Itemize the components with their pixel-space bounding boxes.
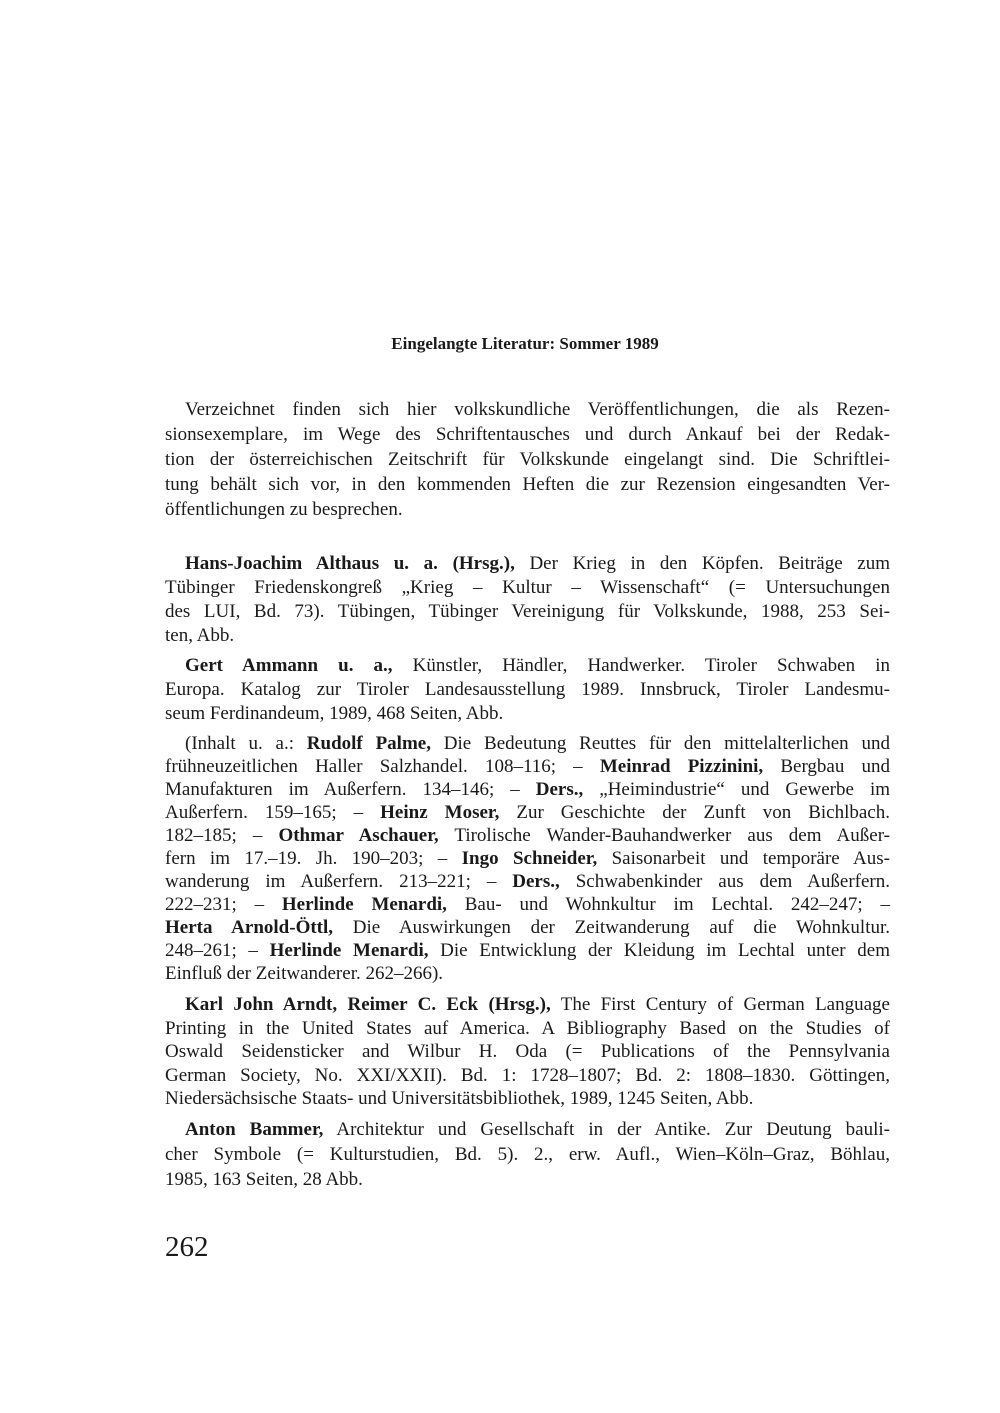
text-segment: Verzeichnet finden sich hier volkskundliche Veröffentlichungen, die als Rezen- (185, 399, 890, 420)
text-line (165, 472, 890, 497)
text-segment: ten, Abb. (165, 625, 235, 646)
author-name: Anton Bammer, (185, 1118, 324, 1140)
text-segment: Tirolische Wander-Bauhandwerker aus dem Außer- (438, 825, 890, 846)
text-line (165, 497, 890, 522)
text-line (165, 993, 890, 1017)
text-segment: Bergbau und (763, 756, 891, 777)
text-segment: tion der österreichischen Zeitschrift für Volkskunde eingelangt sind. Die Schriftlei- (165, 449, 890, 470)
text-segment: cher Symbole (= Kulturstudien, Bd. 5). 2., erw. Aufl., Wien–Köln–Graz, Böhlau, (165, 1143, 890, 1165)
author-name: Rudolf Palme, (306, 733, 431, 754)
text-segment: Bau- und Wohnkultur im Lechtal. 242–247; – (446, 894, 891, 915)
text-segment: „Heimindustrie“ und Gewerbe im (583, 779, 890, 800)
text-segment: Architektur und Gesellschaft in der Antike. Zur Deutung bauli- (323, 1118, 890, 1140)
author-name: Ingo Schneider, (461, 848, 598, 869)
author-name: Herlinde Menardi, (269, 940, 429, 961)
text-line (165, 1117, 890, 1142)
text-segment: Außerfern. 159–165; – (165, 802, 381, 823)
entry-contents (165, 732, 890, 985)
text-line (165, 702, 890, 726)
intro-paragraph (165, 397, 890, 522)
text-line (165, 576, 890, 600)
text-segment: seum Ferdinandeum, 1989, 468 Seiten, Abb. (165, 703, 504, 724)
text-segment: 222–231; – (165, 894, 282, 915)
author-name: Hans-Joachim Althaus u. a. (Hrsg.), (185, 553, 515, 574)
text-line (165, 1142, 890, 1167)
entry-arndt (165, 993, 890, 1111)
text-segment: wanderung im Außerfern. 213–221; – (165, 871, 513, 892)
text-line (165, 824, 890, 847)
text-segment: des LUI, Bd. 73). Tübingen, Tübinger Vereinigung für Volkskunde, 1988, 253 Sei- (165, 601, 890, 622)
text-segment: Europa. Katalog zur Tiroler Landesausstellung 1989. Innsbruck, Tiroler Landesmu- (165, 679, 890, 700)
text-line (165, 755, 890, 778)
author-name: Herlinde Menardi, (281, 894, 447, 915)
text-line (165, 1167, 890, 1192)
text-segment: 182–185; – (165, 825, 279, 846)
text-segment: sionsexemplare, im Wege des Schriftentausches und durch Ankauf bei der Redak- (165, 424, 890, 445)
text-segment: Niedersächsische Staats- und Universitätsbibliothek, 1989, 1245 Seiten, Abb. (165, 1088, 754, 1109)
author-name: Herta Arnold-Öttl, (165, 917, 334, 938)
text-line (165, 962, 890, 985)
text-line (165, 893, 890, 916)
text-segment: (Inhalt u. a.: (185, 733, 307, 754)
text-segment: The First Century of German Language (550, 994, 890, 1015)
text-segment: Künstler, Händler, Handwerker. Tiroler Schwaben in (392, 655, 890, 676)
text-segment: Die Entwicklung der Kleidung im Lechtal unter dem (428, 940, 890, 961)
text-line (165, 778, 890, 801)
text-segment: Tübinger Friedenskongreß „Krieg – Kultur – Wissenschaft“ (= Untersuchungen (165, 577, 890, 598)
text-line (165, 1017, 890, 1041)
text-segment: Der Krieg in den Köpfen. Beiträge zum (514, 553, 890, 574)
text-segment: Zur Geschichte der Zunft von Bichlbach. (499, 802, 890, 823)
author-name: Meinrad Pizzinini, (599, 756, 764, 777)
bibliography-entries (165, 397, 890, 1192)
text-line (165, 678, 890, 702)
text-segment: fern im 17.–19. Jh. 190–203; – (165, 848, 462, 869)
author-name: Heinz Moser, (380, 802, 500, 823)
text-line (165, 870, 890, 893)
text-line (165, 916, 890, 939)
entry-althaus (165, 552, 890, 648)
text-line (165, 1064, 890, 1088)
text-segment: Die Bedeutung Reuttes für den mittelalterlichen und (430, 733, 890, 754)
text-line (165, 397, 890, 422)
text-line (165, 847, 890, 870)
author-name: Ders., (535, 779, 584, 800)
text-line (165, 1040, 890, 1064)
text-segment: 1985, 163 Seiten, 28 Abb. (165, 1168, 363, 1190)
text-line (165, 447, 890, 472)
author-name: Othmar Aschauer, (278, 825, 439, 846)
text-segment: Die Auswirkungen der Zeitwanderung auf die Wohnkultur. (333, 917, 890, 938)
author-name: Gert Ammann u. a., (185, 655, 393, 676)
text-line (165, 654, 890, 678)
text-segment: Einfluß der Zeitwanderer. 262–266). (165, 963, 444, 984)
text-line (165, 801, 890, 824)
text-line (165, 600, 890, 624)
text-segment: Saisonarbeit und temporäre Aus- (597, 848, 890, 869)
text-line (165, 1087, 890, 1111)
text-line (165, 422, 890, 447)
text-line (165, 552, 890, 576)
document-body (165, 397, 890, 1264)
page-number: 262 (165, 1230, 209, 1263)
text-segment: Printing in the United States auf America. A Bibliography Based on the Studies of (165, 1017, 890, 1039)
text-segment: Manufakturen im Außerfern. 134–146; – (165, 779, 536, 800)
author-name: Ders., (512, 871, 560, 892)
text-line (165, 939, 890, 962)
entry-bammer (165, 1117, 890, 1192)
text-segment: 248–261; – (165, 940, 270, 961)
text-segment: Schwabenkinder aus dem Außerfern. (559, 871, 891, 892)
text-line (165, 624, 890, 648)
text-segment: German Society, No. XXI/XXII). Bd. 1: 1728–1807; Bd. 2: 1808–1830. Göttingen, (165, 1064, 890, 1086)
text-segment: tung behält sich vor, in den kommenden Heften die zur Rezension eingesandten Ver- (165, 474, 890, 495)
text-line (165, 732, 890, 755)
page-title: Eingelangte Literatur: Sommer 1989 (391, 334, 659, 353)
text-segment: öffentlichungen zu besprechen. (165, 499, 403, 520)
author-name: Karl John Arndt, Reimer C. Eck (Hrsg.), (185, 994, 551, 1015)
text-segment: frühneuzeitlichen Haller Salzhandel. 108–116; – (165, 756, 600, 777)
entry-ammann (165, 654, 890, 726)
text-segment: Oswald Seidensticker and Wilbur H. Oda (= Publications of the Pennsylvania (165, 1041, 890, 1062)
